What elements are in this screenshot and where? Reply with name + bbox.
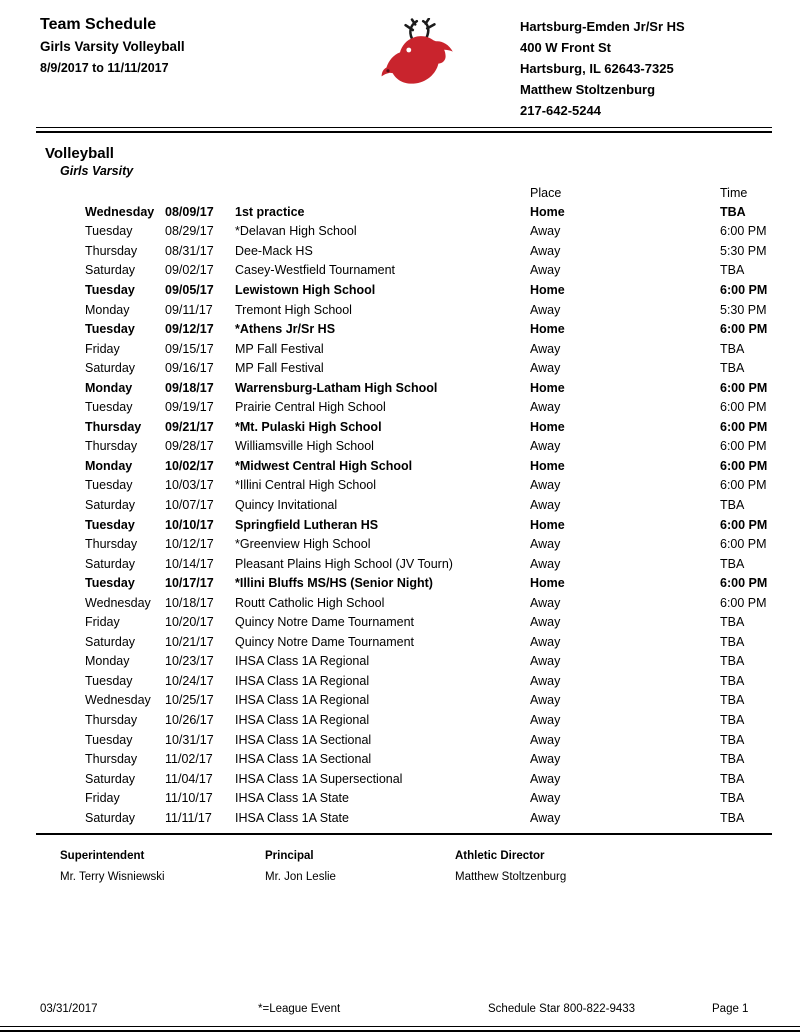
schedule-cell-date: 11/04/17 xyxy=(165,771,213,786)
schedule-cell-time: TBA xyxy=(720,556,745,571)
season-date-range: 8/9/2017 to 11/11/2017 xyxy=(40,61,169,75)
schedule-cell-date: 10/23/17 xyxy=(165,654,214,669)
schedule-row xyxy=(85,534,772,554)
schedule-cell-time: TBA xyxy=(720,810,745,825)
schedule-cell-time: TBA xyxy=(720,654,745,669)
print-date: 03/31/2017 xyxy=(40,1003,98,1015)
schedule-cell-place: Home xyxy=(530,517,565,532)
sport-title: Volleyball xyxy=(45,145,114,162)
schedule-cell-day: Monday xyxy=(85,654,130,669)
league-event-legend: *=League Event xyxy=(258,1003,341,1015)
schedule-cell-event: IHSA Class 1A Supersectional xyxy=(235,771,403,786)
schedule-cell-day: Tuesday xyxy=(85,673,133,688)
schedule-cell-date: 09/19/17 xyxy=(165,400,214,415)
schedule-cell-place: Away xyxy=(530,791,561,806)
schedule-cell-place: Home xyxy=(530,576,565,591)
schedule-cell-day: Thursday xyxy=(85,537,138,552)
document-header xyxy=(0,0,800,121)
schedule-cell-date: 10/18/17 xyxy=(165,595,214,610)
schedule-cell-place: Away xyxy=(530,361,561,376)
col-place-header: Place xyxy=(530,186,562,200)
schedule-cell-place: Away xyxy=(530,615,561,630)
schedule-cell-event: MP Fall Festival xyxy=(235,341,324,356)
schedule-cell-event: IHSA Class 1A Regional xyxy=(235,712,370,727)
schedule-cell-date: 10/03/17 xyxy=(165,478,214,493)
schedule-cell-event: IHSA Class 1A Sectional xyxy=(235,752,372,767)
schedule-cell-date: 09/28/17 xyxy=(165,439,214,454)
schedule-cell-event: *Delavan High School xyxy=(235,224,357,239)
schedule-cell-event: Springfield Lutheran HS xyxy=(235,517,379,532)
schedule-cell-event: Lewistown High School xyxy=(235,282,376,297)
schedule-cell-place: Home xyxy=(530,204,565,219)
schedule-cell-date: 09/05/17 xyxy=(165,282,214,297)
schedule-row xyxy=(85,808,772,828)
schedule-cell-day: Wednesday xyxy=(85,595,151,610)
schedule-cell-date: 10/10/17 xyxy=(165,517,214,532)
schedule-cell-date: 10/14/17 xyxy=(165,556,214,571)
official-title: Athletic Director xyxy=(455,849,545,862)
schedule-row xyxy=(85,476,772,496)
schedule-cell-place: Away xyxy=(530,693,561,708)
schedule-cell-date: 09/12/17 xyxy=(165,322,214,337)
schedule-cell-time: TBA xyxy=(720,634,745,649)
team-name: Girls Varsity Volleyball xyxy=(40,39,185,54)
schedule-cell-event: MP Fall Festival xyxy=(235,361,324,376)
schedule-cell-day: Thursday xyxy=(85,243,138,258)
schedule-row xyxy=(85,612,772,632)
schedule-cell-event: Dee-Mack HS xyxy=(235,243,313,258)
schedule-cell-place: Away xyxy=(530,654,561,669)
schedule-body xyxy=(85,202,772,828)
bottom-divider xyxy=(0,1026,800,1032)
schedule-cell-date: 11/10/17 xyxy=(165,791,213,806)
vendor-info: Schedule Star 800-822-9433 xyxy=(488,1003,636,1015)
schedule-header-row xyxy=(85,184,772,202)
schedule-cell-day: Tuesday xyxy=(85,732,133,747)
schedule-cell-time: TBA xyxy=(720,712,745,727)
schedule-cell-date: 09/18/17 xyxy=(165,380,214,395)
header-left xyxy=(40,16,320,75)
schedule-row xyxy=(85,339,772,359)
schedule-cell-time: 6:00 PM xyxy=(720,380,768,395)
schedule-cell-time: 5:30 PM xyxy=(720,243,767,258)
schedule-cell-date: 09/16/17 xyxy=(165,361,214,376)
schedule-cell-place: Away xyxy=(530,243,561,258)
schedule-row xyxy=(85,397,772,417)
schedule-cell-date: 09/21/17 xyxy=(165,419,214,434)
schedule-cell-time: 6:00 PM xyxy=(720,517,768,532)
schedule-cell-date: 11/02/17 xyxy=(165,752,213,767)
schedule-cell-day: Saturday xyxy=(85,771,136,786)
schedule-cell-event: Quincy Invitational xyxy=(235,497,338,512)
schedule-cell-time: TBA xyxy=(720,693,745,708)
school-address-line2: Hartsburg, IL 62643-7325 xyxy=(520,61,674,76)
page-number: Page 1 xyxy=(712,1003,749,1015)
schedule-cell-event: Routt Catholic High School xyxy=(235,595,385,610)
schedule-row xyxy=(85,456,772,476)
schedule-cell-place: Away xyxy=(530,556,561,571)
schedule-cell-event: Casey-Westfield Tournament xyxy=(235,263,396,278)
schedule-cell-day: Friday xyxy=(85,791,120,806)
official-athletic-director xyxy=(455,850,566,883)
school-phone: 217-642-5244 xyxy=(520,103,601,118)
schedule-cell-day: Thursday xyxy=(85,419,142,434)
schedule-cell-date: 10/25/17 xyxy=(165,693,214,708)
schedule-cell-place: Home xyxy=(530,322,565,337)
officials-block xyxy=(60,850,800,883)
schedule-cell-place: Home xyxy=(530,458,565,473)
schedule-cell-place: Away xyxy=(530,341,561,356)
document-title: Team Schedule xyxy=(40,16,157,33)
schedule-cell-event: Warrensburg-Latham High School xyxy=(235,380,438,395)
schedule-cell-day: Wednesday xyxy=(85,693,151,708)
schedule-cell-event: IHSA Class 1A State xyxy=(235,791,349,806)
schedule-cell-event: IHSA Class 1A Regional xyxy=(235,654,370,669)
schedule-cell-day: Tuesday xyxy=(85,322,135,337)
schedule-cell-event: IHSA Class 1A Regional xyxy=(235,673,370,688)
schedule-cell-time: TBA xyxy=(720,771,745,786)
schedule-cell-time: TBA xyxy=(720,263,745,278)
schedule-row xyxy=(85,573,772,593)
schedule-row xyxy=(85,730,772,750)
schedule-cell-day: Tuesday xyxy=(85,478,133,493)
schedule-cell-place: Away xyxy=(530,673,561,688)
schedule-cell-event: *Illini Bluffs MS/HS (Senior Night) xyxy=(235,576,433,591)
schedule-cell-day: Tuesday xyxy=(85,224,133,239)
schedule-row xyxy=(85,222,772,242)
schedule-cell-date: 10/12/17 xyxy=(165,537,214,552)
schedule-cell-event: Tremont High School xyxy=(235,302,352,317)
schedule-cell-time: TBA xyxy=(720,497,745,512)
schedule-cell-place: Away xyxy=(530,595,561,610)
schedule-cell-time: 6:00 PM xyxy=(720,595,767,610)
schedule-row xyxy=(85,241,772,261)
stag-mascot-icon xyxy=(380,18,460,91)
schedule-cell-time: TBA xyxy=(720,752,745,767)
schedule-cell-place: Away xyxy=(530,537,561,552)
official-principal xyxy=(265,850,455,883)
schedule-cell-time: TBA xyxy=(720,341,745,356)
schedule-cell-place: Away xyxy=(530,302,561,317)
schedule-cell-place: Away xyxy=(530,439,561,454)
schedule-cell-event: *Greenview High School xyxy=(235,537,371,552)
schedule-cell-place: Home xyxy=(530,380,565,395)
schedule-cell-date: 10/31/17 xyxy=(165,732,214,747)
schedule-row xyxy=(85,691,772,711)
schedule-cell-time: TBA xyxy=(720,791,745,806)
schedule-cell-place: Away xyxy=(530,497,561,512)
schedule-cell-event: IHSA Class 1A State xyxy=(235,810,349,825)
schedule-row xyxy=(85,788,772,808)
schedule-row xyxy=(85,417,772,437)
schedule-row xyxy=(85,378,772,398)
schedule-cell-date: 09/15/17 xyxy=(165,341,214,356)
schedule-cell-date: 10/20/17 xyxy=(165,615,214,630)
schedule-table xyxy=(85,184,772,828)
header-divider xyxy=(36,127,772,133)
school-info xyxy=(520,16,770,121)
schedule-cell-day: Saturday xyxy=(85,497,136,512)
schedule-cell-time: 6:00 PM xyxy=(720,282,768,297)
schedule-row xyxy=(85,769,772,789)
schedule-cell-place: Away xyxy=(530,400,561,415)
schedule-cell-date: 11/11/17 xyxy=(165,810,212,825)
schedule-cell-event: Williamsville High School xyxy=(235,439,374,454)
schedule-cell-place: Home xyxy=(530,282,565,297)
schedule-row xyxy=(85,554,772,574)
schedule-row xyxy=(85,593,772,613)
schedule-cell-day: Wednesday xyxy=(85,204,155,219)
schedule-cell-place: Away xyxy=(530,478,561,493)
schedule-cell-place: Away xyxy=(530,810,561,825)
official-name: Mr. Terry Wisniewski xyxy=(60,870,165,883)
schedule-cell-time: 6:00 PM xyxy=(720,458,768,473)
schedule-cell-day: Tuesday xyxy=(85,282,135,297)
schedule-cell-day: Thursday xyxy=(85,752,138,767)
schedule-cell-time: 6:00 PM xyxy=(720,224,767,239)
schedule-cell-date: 09/02/17 xyxy=(165,263,214,278)
schedule-cell-time: 6:00 PM xyxy=(720,419,768,434)
schedule-row xyxy=(85,671,772,691)
schedule-cell-day: Friday xyxy=(85,615,120,630)
schedule-row xyxy=(85,437,772,457)
schedule-cell-date: 10/02/17 xyxy=(165,458,214,473)
schedule-cell-event: IHSA Class 1A Sectional xyxy=(235,732,372,747)
schedule-cell-day: Monday xyxy=(85,380,133,395)
schedule-cell-place: Home xyxy=(530,419,565,434)
schedule-row xyxy=(85,358,772,378)
official-title: Principal xyxy=(265,849,314,862)
official-superintendent xyxy=(60,850,265,883)
schedule-cell-day: Saturday xyxy=(85,810,136,825)
schedule-cell-time: 6:00 PM xyxy=(720,322,768,337)
schedule-cell-place: Away xyxy=(530,771,561,786)
schedule-row xyxy=(85,300,772,320)
schedule-cell-place: Away xyxy=(530,732,561,747)
schedule-cell-date: 10/26/17 xyxy=(165,712,214,727)
schedule-cell-day: Saturday xyxy=(85,634,136,649)
schedule-cell-place: Away xyxy=(530,712,561,727)
schedule-row xyxy=(85,515,772,535)
schedule-cell-event: Quincy Notre Dame Tournament xyxy=(235,634,415,649)
page-footer xyxy=(40,1003,756,1015)
schedule-row xyxy=(85,632,772,652)
schedule-cell-event: 1st practice xyxy=(235,204,305,219)
schedule-cell-place: Away xyxy=(530,224,561,239)
schedule-cell-time: TBA xyxy=(720,732,745,747)
schedule-cell-time: TBA xyxy=(720,615,745,630)
schedule-cell-time: TBA xyxy=(720,673,745,688)
schedule-cell-event: *Illini Central High School xyxy=(235,478,377,493)
team-level: Girls Varsity xyxy=(60,164,134,178)
schedule-cell-place: Away xyxy=(530,752,561,767)
schedule-row xyxy=(85,319,772,339)
schedule-row xyxy=(85,261,772,281)
schedule-cell-day: Friday xyxy=(85,341,120,356)
schedule-cell-time: 6:00 PM xyxy=(720,478,767,493)
schedule-cell-date: 10/07/17 xyxy=(165,497,214,512)
schedule-cell-date: 10/24/17 xyxy=(165,673,214,688)
table-bottom-divider xyxy=(36,833,772,835)
school-contact-name: Matthew Stoltzenburg xyxy=(520,82,656,97)
schedule-row xyxy=(85,495,772,515)
schedule-cell-date: 09/11/17 xyxy=(165,302,213,317)
schedule-cell-date: 08/29/17 xyxy=(165,224,214,239)
schedule-cell-day: Tuesday xyxy=(85,517,135,532)
schedule-cell-day: Tuesday xyxy=(85,576,135,591)
official-name: Matthew Stoltzenburg xyxy=(455,870,567,883)
schedule-cell-day: Thursday xyxy=(85,439,138,454)
school-name: Hartsburg-Emden Jr/Sr HS xyxy=(520,19,685,34)
schedule-cell-day: Monday xyxy=(85,302,130,317)
schedule-cell-day: Thursday xyxy=(85,712,138,727)
school-logo xyxy=(320,16,520,91)
schedule-cell-date: 10/21/17 xyxy=(165,634,214,649)
official-title: Superintendent xyxy=(60,849,145,862)
schedule-row xyxy=(85,652,772,672)
schedule-cell-time: 6:00 PM xyxy=(720,537,767,552)
schedule-cell-day: Tuesday xyxy=(85,400,133,415)
schedule-cell-time: 5:30 PM xyxy=(720,302,767,317)
schedule-row xyxy=(85,710,772,730)
schedule-cell-time: 6:00 PM xyxy=(720,400,767,415)
official-name: Mr. Jon Leslie xyxy=(265,870,336,883)
schedule-cell-date: 08/31/17 xyxy=(165,243,214,258)
schedule-row xyxy=(85,749,772,769)
schedule-row xyxy=(85,280,772,300)
schedule-cell-time: 6:00 PM xyxy=(720,576,768,591)
schedule-cell-time: TBA xyxy=(720,204,746,219)
schedule-cell-day: Saturday xyxy=(85,361,136,376)
schedule-cell-time: 6:00 PM xyxy=(720,439,767,454)
schedule-cell-time: TBA xyxy=(720,361,745,376)
schedule-cell-place: Away xyxy=(530,634,561,649)
school-address-line1: 400 W Front St xyxy=(520,40,612,55)
schedule-cell-event: *Athens Jr/Sr HS xyxy=(235,322,336,337)
schedule-cell-day: Monday xyxy=(85,458,133,473)
col-time-header: Time xyxy=(720,186,748,200)
schedule-cell-date: 08/09/17 xyxy=(165,204,214,219)
schedule-cell-event: *Midwest Central High School xyxy=(235,458,413,473)
schedule-cell-place: Away xyxy=(530,263,561,278)
schedule-cell-event: IHSA Class 1A Regional xyxy=(235,693,370,708)
schedule-cell-event: *Mt. Pulaski High School xyxy=(235,419,382,434)
schedule-cell-day: Saturday xyxy=(85,263,136,278)
schedule-row xyxy=(85,202,772,222)
schedule-cell-event: Prairie Central High School xyxy=(235,400,386,415)
schedule-cell-date: 10/17/17 xyxy=(165,576,214,591)
schedule-cell-event: Pleasant Plains High School (JV Tourn) xyxy=(235,556,453,571)
schedule-cell-day: Saturday xyxy=(85,556,136,571)
schedule-cell-event: Quincy Notre Dame Tournament xyxy=(235,615,415,630)
